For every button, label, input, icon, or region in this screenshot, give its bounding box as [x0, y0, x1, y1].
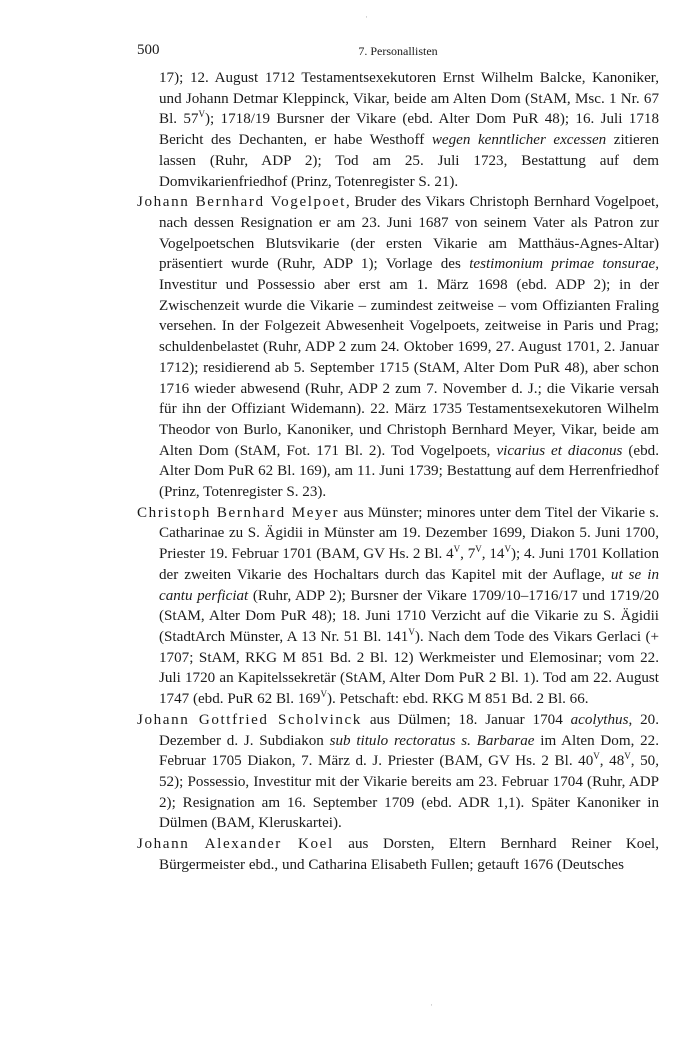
entry-text: , 7 — [460, 546, 476, 563]
italic-phrase: testimonium primae tonsurae — [469, 256, 656, 273]
superscript: V — [624, 751, 631, 762]
page-header — [137, 38, 659, 62]
body-text — [137, 68, 659, 875]
entry-text: , 48 — [599, 753, 625, 770]
superscript: V — [408, 626, 415, 637]
entry-text: , 50, 52); Possessio, Investitur mit der Vikarie bereits am 23. Februar 1704 (Ruhr, ADP 2); Resignation am 16. September 1709 (ebd. ADR 1,1). Später Kanoniker in Dülmen (BAM, Kleruskartei). — [159, 753, 659, 832]
scan-speck: · — [430, 1000, 433, 1010]
entry-text: zitieren lassen (Ruhr, ADP 2); Tod am 25. Juli 1723, Bestattung auf dem Domvikarienfriedhof (Prinz, Totenregister S. 21). — [159, 132, 659, 190]
entry-text: im Alten Dom, 22. Februar 1705 Diakon, 7. März d. J. Priester (BAM, GV Hs. 2 Bl. 40 — [159, 732, 659, 770]
entry-text: 17); 12. August 1712 Testamentsexekutoren Ernst Wilhelm Balcke, Kanoniker, und Johann Detmar Kleppinck, Vikar, beide am Alten Dom (StAM, Msc. 1 Nr. 67 Bl. 57 — [159, 70, 659, 128]
entry-text: ); 4. Juni 1701 Kollation der zweiten Vikarie des Hochaltars durch das Kapitel mit der Auflage, — [159, 546, 660, 583]
superscript: V — [593, 751, 600, 762]
person-entry — [137, 503, 660, 710]
italic-phrase: acolythus — [570, 711, 629, 728]
page-number: 500 — [137, 42, 160, 58]
superscript: V — [453, 544, 461, 555]
superscript: V — [320, 689, 327, 700]
entry-text: , Investitur und Possessio aber erst am 1. März 1698 (ebd. ADP 2); in der Zwischenzeit wurde die Vikarie – zumindest zeitweise – vom Offizianten Fraling versehen. In der Folgezeit Abwesenheit Vogelpoets, zeitweise in Paris und Prag; schuldenbelastet (Ruhr, ADP 2 zum 24. Oktober 1699, 27. August 1701, 2. Januar 1712); residierend ab 5. September 1715 (StAM, Alter Dom PuR 48), aber schon 1716 wieder abwesend (Ruhr, ADP 2 zum 7. November d. J.; die Vikarie versah für ihn der Offiziant Widemann). 22. März 1735 Testamentsexekutoren Wilhelm Theodor von Burlo, Kanoniker, und Christoph Bernhard Meyer, Vikar, beide am Alten Dom (StAM, Fot. 171 Bl. 2). Tod Vogelpoets, — [159, 256, 660, 459]
entry-text: (Ruhr, ADP 2); Bursner der Vikare 1709/10–1716/17 und 1719/20 (StAM, Alter Dom PuR 48); 18. Juni 1710 Verzicht auf die Vikarie zu S. Ägidii (StadtArch Münster, A 13 Nr. 51 Bl. 141 — [159, 587, 659, 645]
superscript: V — [475, 544, 482, 555]
entry-text: aus Dülmen; 18. Januar 1704 — [361, 711, 571, 728]
entry-text: , 20. Dezember d. J. Subdiakon — [159, 711, 660, 749]
person-entry — [137, 710, 660, 834]
entry-text: , 14 — [481, 546, 505, 563]
person-entry — [137, 192, 660, 503]
superscript: V — [198, 109, 205, 120]
running-title: 7. Personallisten — [358, 44, 438, 58]
entry-text: ). Petschaft: ebd. RKG M 851 Bd. 2 Bl. 66. — [326, 691, 589, 708]
person-name: Johann Alexander Koel — [137, 836, 334, 853]
italic-phrase: wegen kenntlicher excessen — [431, 132, 607, 149]
entry-text: aus Münster; minores unter dem Titel der Vikarie s. Catharinae zu S. Ägidii in Münster am 19. Dezember 1699, Diakon 5. Juni 1700, Priester 19. Februar 1701 (BAM, GV Hs. 2 Bl. 4 — [159, 504, 659, 563]
italic-phrase: ut se in cantu perficiat — [159, 566, 659, 604]
book-page — [137, 38, 659, 875]
entry-text: (ebd. Alter Dom PuR 62 Bl. 169), am 11. Juni 1739; Bestattung auf dem Herrenfriedhof (Prinz, Totenregister S. 23). — [159, 442, 659, 501]
continued-entry — [159, 68, 659, 192]
person-name: Johann Bernhard Vogelpoet — [137, 194, 346, 211]
entry-text: ); 1718/19 Bursner der Vikare (ebd. Alter Dom PuR 48); 16. Juli 1718 Bericht des Dechanten, er habe Westhoff — [159, 111, 659, 149]
person-entry — [137, 834, 659, 875]
entry-text: , Bruder des Vikars Christoph Bernhard Vogelpoet, nach dessen Resignation er am 23. Juni 1687 von seinem Vater als Patron zur Vogelpoetschen Blutsvikarie (der ersten Vikarie am Matthäus-Agnes-Altar) präsentiert wurde (Ruhr, ADP 1); Vorlage des — [159, 194, 660, 273]
entry-text: aus Dorsten, Eltern Bernhard Reiner Koel, Bürgermeister ebd., und Catharina Elisabeth Fullen; getauft 1676 (Deutsches — [159, 836, 659, 873]
italic-phrase: vicarius et diaconus — [496, 442, 623, 459]
superscript: V — [504, 544, 511, 555]
scan-speck: · — [365, 12, 368, 22]
person-name: Christoph Bernhard Meyer — [137, 504, 340, 521]
italic-phrase: sub titulo rectoratus s. Barbarae — [329, 732, 535, 749]
entry-text: ). Nach dem Tode des Vikars Gerlaci (+ 1707; StAM, RKG M 851 Bd. 2 Bl. 12) Werkmeister und Elemosinar; vom 22. Juli 1720 an Kapitelssekretär (StAM, Alter Dom PuR 2 Bl. 1). Tod am 22. August 1747 (ebd. PuR 62 Bl. 169 — [159, 628, 659, 708]
person-name: Johann Gottfried Scholvinck — [137, 711, 362, 728]
